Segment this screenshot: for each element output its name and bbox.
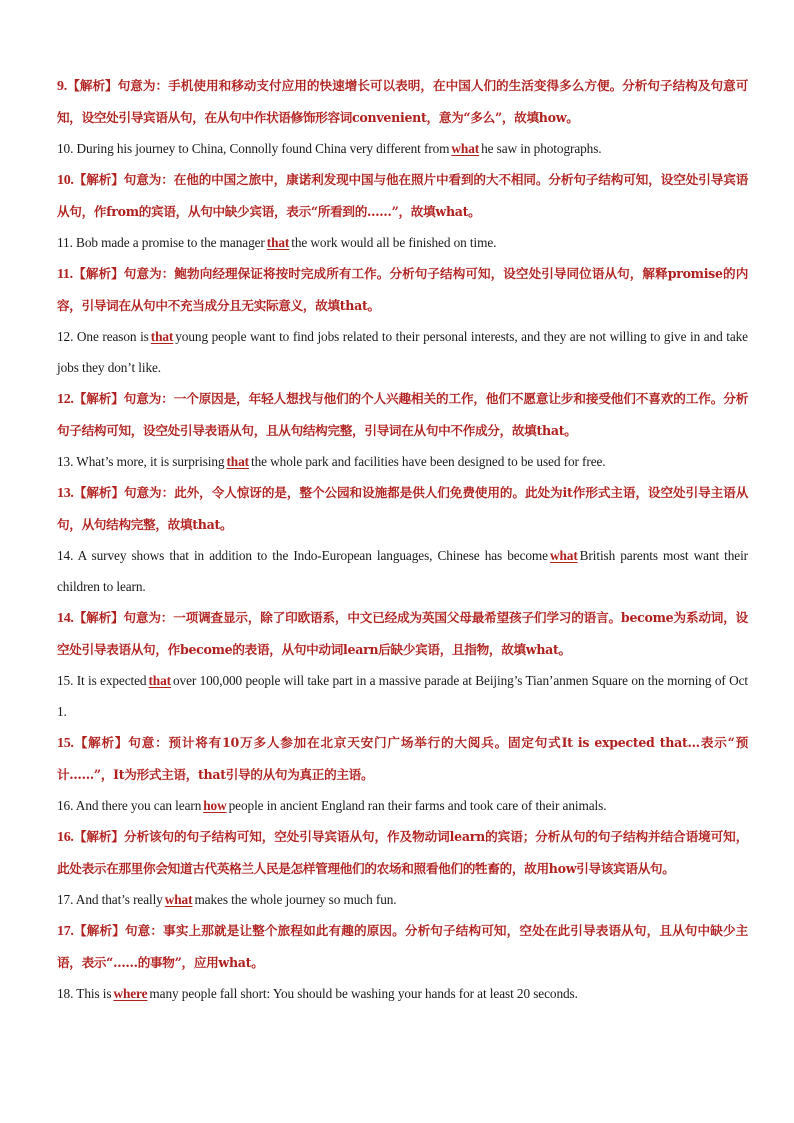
explanation-tag: 【解析】 — [73, 610, 124, 625]
question-text-after: the whole park and facilities have been designed to be used for free. — [250, 454, 606, 469]
question-17 — [57, 884, 748, 915]
question-15 — [57, 665, 748, 727]
answer-blank: that — [266, 235, 290, 250]
answer-blank: that — [226, 454, 249, 469]
question-text-after: he saw in photographs. — [481, 141, 602, 156]
question-16 — [57, 790, 748, 821]
explanation-text: 句意为：此外，令人惊讶的是，整个公园和设施都是供人们免费使用的。此处为it作形式主语，设空处引导主语从句，从句结构完整，故填that。 — [57, 485, 748, 532]
explanation-tag: 【解析】 — [73, 829, 124, 844]
question-12 — [57, 321, 748, 383]
question-text-before: 17. And that’s really — [57, 892, 163, 907]
answer-blank: what — [451, 141, 480, 156]
explanation-number: 11. — [57, 267, 73, 282]
explanation-number: 15. — [57, 736, 74, 751]
explanation-text: 句意为：一个原因是，年轻人想找与他们的个人兴趣相关的工作，他们不愿意让步和接受他们不喜欢的工作。分析句子结构可知，设空处引导表语从句，且从句结构完整，引导词在从句中不作成分，故填that。 — [57, 391, 748, 438]
explanation-14 — [57, 602, 748, 665]
question-text-before: 14. A survey shows that in addition to the Indo-European languages, Chinese has become — [57, 548, 548, 563]
question-11 — [57, 227, 748, 258]
answer-blank: where — [113, 986, 148, 1001]
explanation-number: 17. — [57, 924, 74, 939]
explanation-tag: 【解析】 — [73, 172, 124, 187]
question-text-after: over 100,000 people will take part in a massive parade at Beijing’s Tian’anmen Square on the morning of Oct 1. — [57, 673, 748, 719]
explanation-text: 句意为：手机使用和移动支付应用的快速增长可以表明，在中国人们的生活变得多么方便。分析句子结构及句意可知，设空处引导宾语从句，在从句中作状语修饰形容词convenient，意为“多么”，故填how。 — [57, 78, 748, 125]
question-text-after: the work would all be finished on time. — [291, 235, 497, 250]
explanation-tag: 【解析】 — [73, 485, 124, 500]
explanation-text: 分析该句的句子结构可知，空处引导宾语从句，作及物动词learn的宾语；分析从句的句子结构并结合语境可知，此处表示在那里你会知道古代英格兰人民是怎样管理他们的农场和照看他们的牲畜的，故用how引导该宾语从句。 — [57, 829, 748, 876]
explanation-text: 句意：事实上那就是让整个旅程如此有趣的原因。分析句子结构可知，空处在此引导表语从句，且从句中缺少主语，表示“……的事物”，应用what。 — [57, 923, 748, 970]
explanation-11 — [57, 258, 748, 321]
explanation-number: 12. — [57, 392, 74, 407]
question-text-after: people in ancient England ran their farms and took care of their animals. — [228, 798, 607, 813]
explanation-number: 14. — [57, 611, 74, 626]
explanation-tag: 【解析】 — [73, 923, 125, 938]
question-text-before: 18. This is — [57, 986, 112, 1001]
explanation-tag: 【解析】 — [73, 735, 129, 750]
explanation-number: 9. — [57, 79, 67, 94]
answer-blank: that — [148, 673, 171, 688]
explanation-number: 10. — [57, 173, 74, 188]
explanation-10 — [57, 164, 748, 227]
answer-blank: that — [150, 329, 174, 344]
explanation-text: 句意为：鲍勃向经理保证将按时完成所有工作。分析句子结构可知，设空处引导同位语从句，解释promise的内容，引导词在从句中不充当成分且无实际意义，故填that。 — [57, 266, 748, 313]
question-text-before: 13. What’s more, it is surprising — [57, 454, 225, 469]
question-text-after: young people want to find jobs related to their personal interests, and they are not willing to give in and take jobs they don’t like. — [57, 329, 748, 375]
question-14 — [57, 540, 748, 602]
explanation-text: 句意为：一项调查显示，除了印欧语系，中文已经成为英国父母最希望孩子们学习的语言。become为系动词，设空处引导表语从句，作become的表语，从句中动词learn后缺少宾语，且指物，故填what。 — [57, 610, 748, 657]
question-18 — [57, 978, 748, 1009]
explanation-15 — [57, 727, 748, 790]
explanation-number: 13. — [57, 486, 74, 501]
question-text-before: 15. It is expected — [57, 673, 147, 688]
question-text-before: 10. During his journey to China, Connolly found China very different from — [57, 141, 450, 156]
question-text-after: many people fall short: You should be washing your hands for at least 20 seconds. — [149, 986, 578, 1001]
question-text-after: makes the whole journey so much fun. — [194, 892, 397, 907]
explanation-number: 16. — [57, 830, 74, 845]
explanation-tag: 【解析】 — [66, 78, 118, 93]
question-10 — [57, 133, 748, 164]
question-text-before: 11. Bob made a promise to the manager — [57, 235, 265, 250]
explanation-13 — [57, 477, 748, 540]
answer-blank: what — [164, 892, 193, 907]
explanation-tag: 【解析】 — [72, 266, 124, 281]
question-text-before: 16. And there you can learn — [57, 798, 202, 813]
explanation-9 — [57, 70, 748, 133]
explanation-text: 句意为：在他的中国之旅中，康诺利发现中国与他在照片中看到的大不相同。分析句子结构可知，设空处引导宾语从句，作from的宾语，从句中缺少宾语，表示“所看到的……”，故填what。 — [57, 172, 748, 219]
question-13 — [57, 446, 748, 477]
question-text-after: British parents most want their children to learn. — [57, 548, 749, 594]
explanation-12 — [57, 383, 748, 446]
explanation-17 — [57, 915, 748, 978]
explanation-16 — [57, 821, 748, 884]
explanation-text: 句意：预计将有10万多人参加在北京天安门广场举行的大阅兵。固定句式It is expected that...表示“预计……”，It为形式主语，that引导的从句为真正的主语。 — [57, 735, 748, 782]
answer-blank: what — [549, 548, 578, 563]
question-text-before: 12. One reason is — [57, 329, 149, 344]
answer-blank: how — [203, 798, 227, 813]
explanation-tag: 【解析】 — [73, 391, 124, 406]
